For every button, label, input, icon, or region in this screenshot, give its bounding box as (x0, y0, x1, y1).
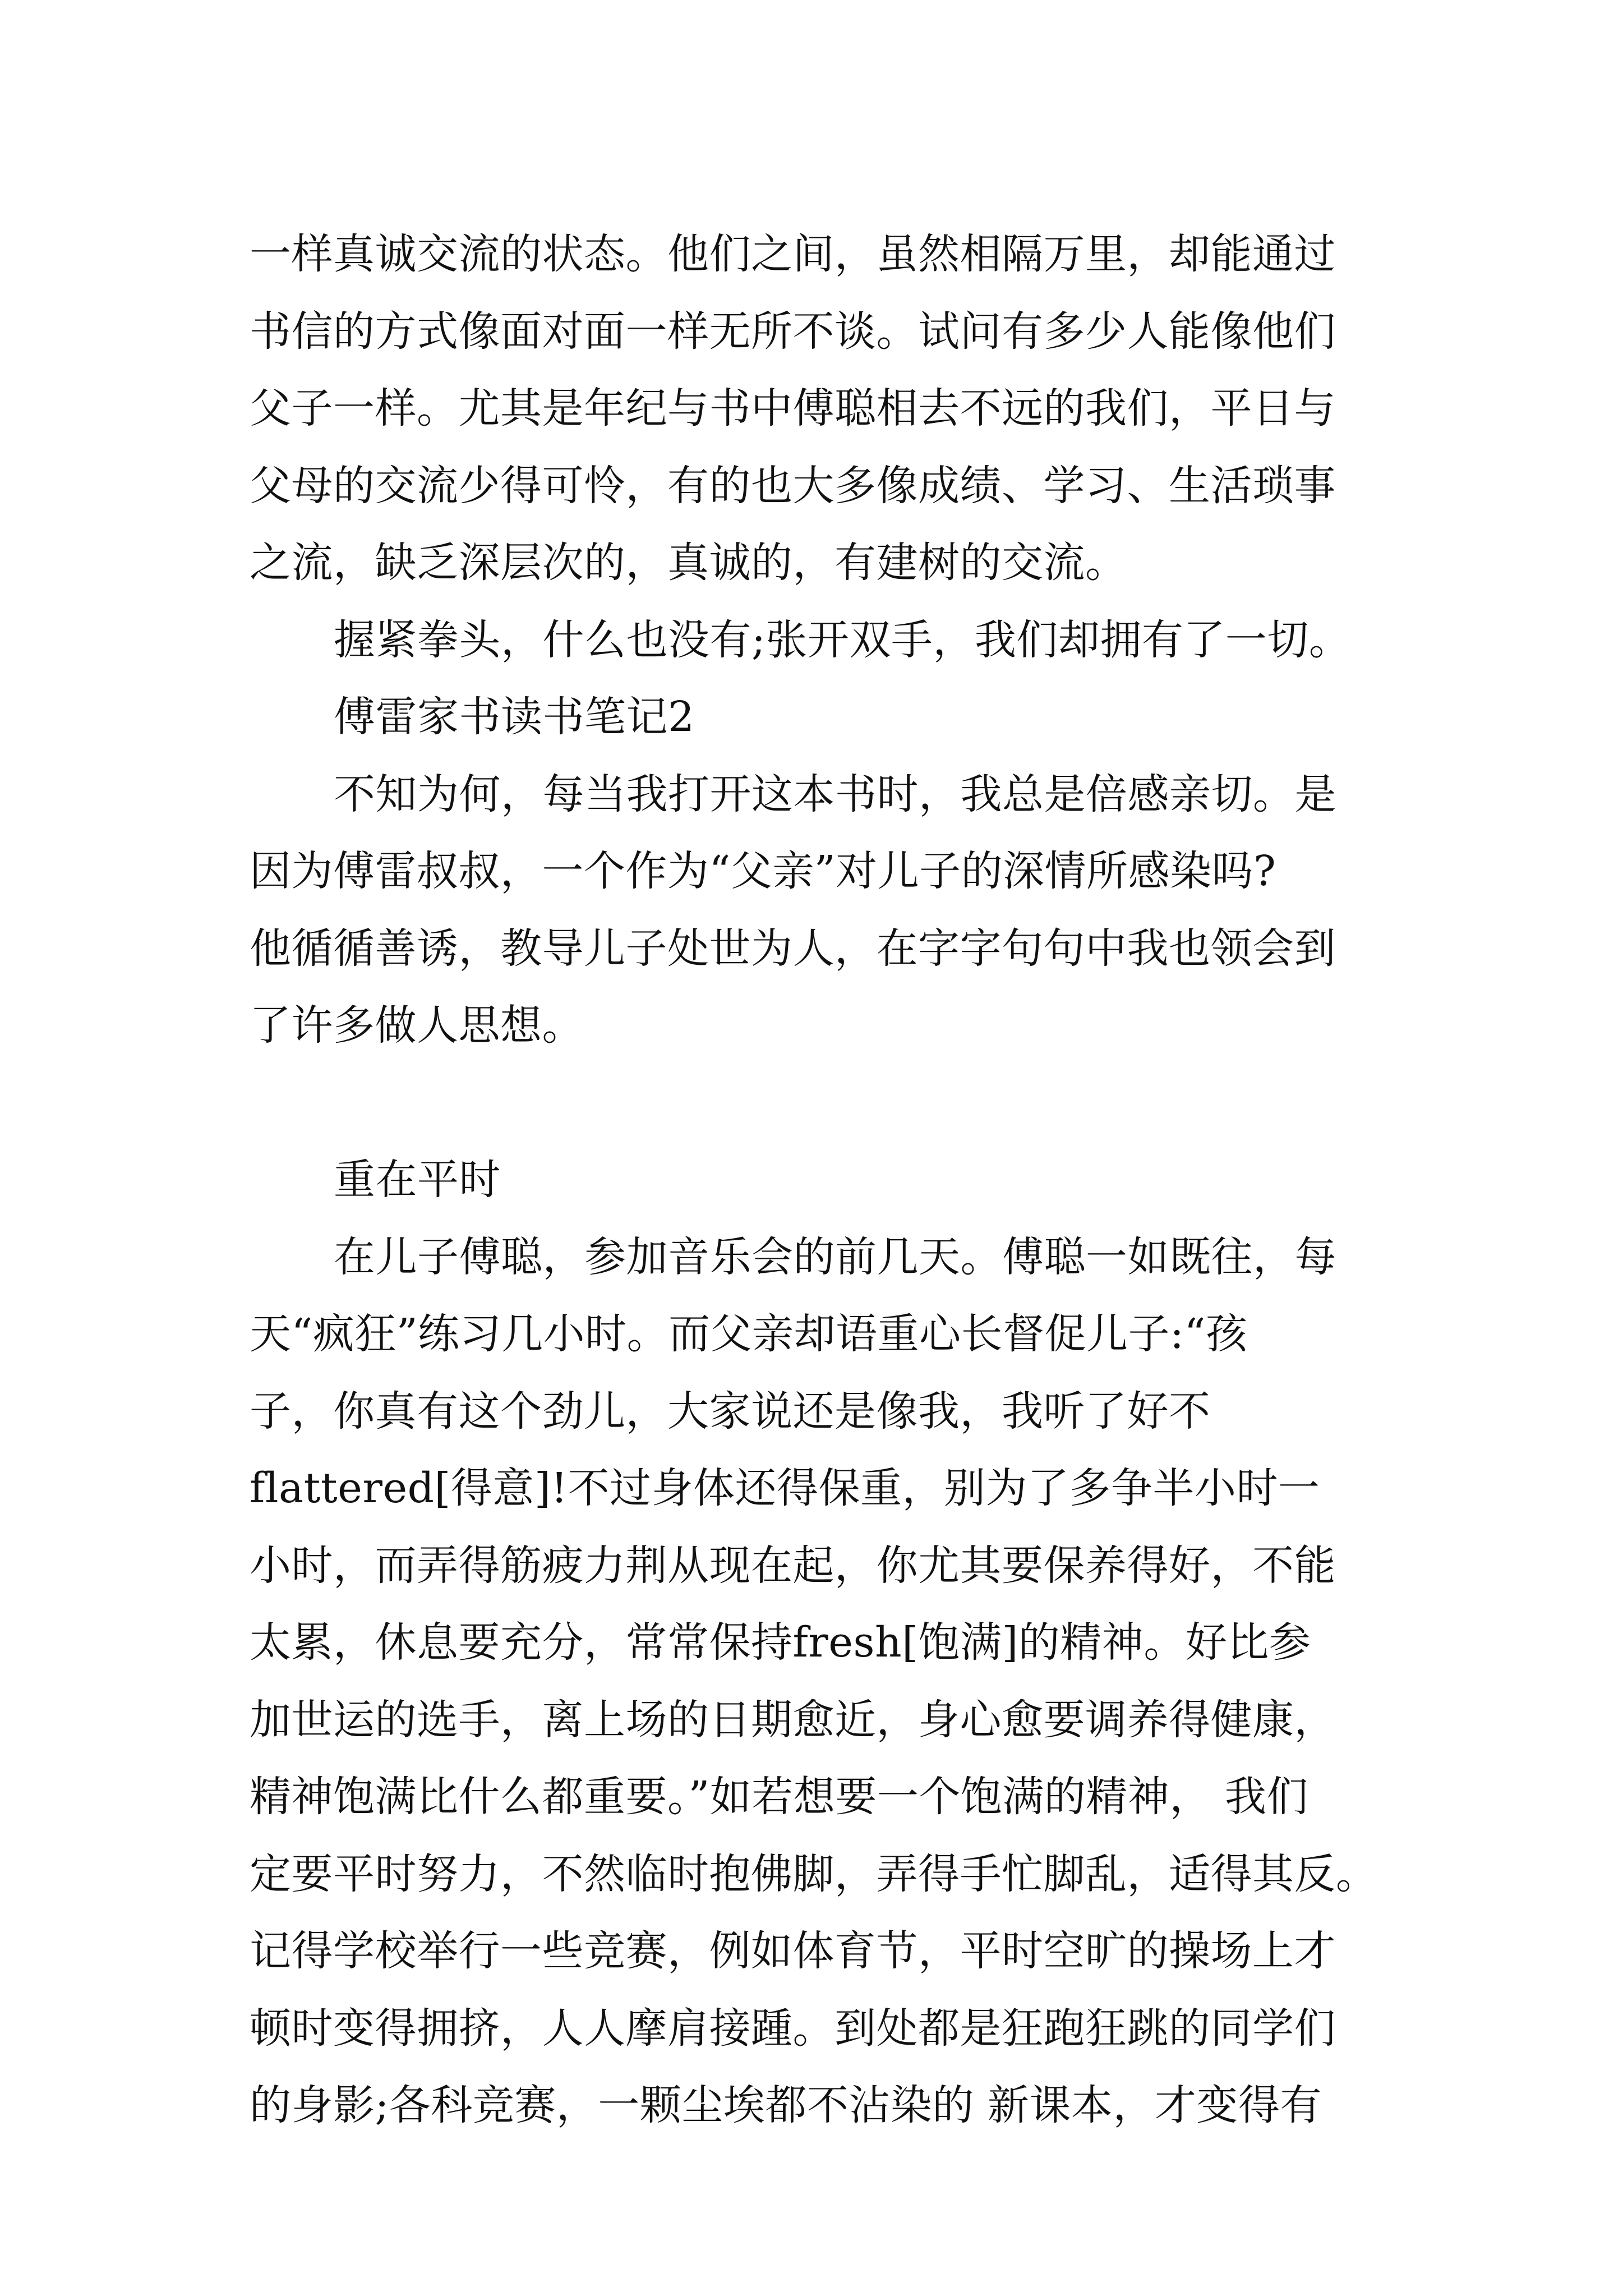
text-line-21: 精神饱满比什么都重要。”如若想要一个饱满的精神， 我们 (250, 1773, 1308, 1821)
text-line-23: 记得学校举行一些竞赛，例如体育节，平时空旷的操场上才 (250, 1927, 1336, 1975)
text-line-9: 因为傅雷叔叔，一个作为“父亲”对儿子的深情所感染吗? (250, 847, 1276, 895)
text-line-15: 天“疯狂”练习几小时。而父亲却语重心长督促儿子:“孩 (250, 1310, 1248, 1358)
blank-line (250, 1065, 1430, 1142)
text-line-11: 了许多做人思想。 (250, 1001, 584, 1050)
text-line-3: 父子一样。尤其是年纪与书中傅聪相去不远的我们，平日与 (250, 384, 1336, 432)
text-line-20: 加世运的选手，离上场的日期愈近，身心愈要调养得健康， (250, 1695, 1336, 1744)
text-line-14: 在儿子傅聪，参加音乐会的前几天。傅聪一如既往，每 (334, 1232, 1336, 1281)
body-text (250, 216, 1430, 2145)
section-heading: 傅雷家书读书笔记2 (334, 693, 695, 741)
text-line-8: 不知为何，每当我打开这本书时，我总是倍感亲切。是 (334, 770, 1336, 818)
text-line-4: 父母的交流少得可怜，有的也大多像成绩、学习、生活琐事 (250, 461, 1336, 510)
text-line-19: 太累，休息要充分，常常保持fresh[饱满]的精神。好比参 (250, 1618, 1311, 1667)
text-line-18: 小时，而弄得筋疲力荆从现在起，你尤其要保养得好，不能 (250, 1541, 1336, 1590)
text-line-10: 他循循善诱，教导儿子处世为人，在字字句句中我也领会到 (250, 924, 1336, 973)
text-line-22: 定要平时努力，不然临时抱佛脚，弄得手忙脚乱，适得其反。 (250, 1849, 1378, 1898)
text-line-6: 握紧拳头，什么也没有;张开双手，我们却拥有了一切。 (334, 615, 1351, 664)
text-line-2: 书信的方式像面对面一样无所不谈。试问有多少人能像他们 (250, 307, 1336, 356)
text-line-16: 子，你真有这个劲儿，大家说还是像我，我听了好不 (250, 1387, 1211, 1435)
text-line-17: flattered[得意]!不过身体还得保重，别为了多争半小时一 (250, 1464, 1320, 1512)
subheading: 重在平时 (334, 1156, 501, 1204)
text-line-1: 一样真诚交流的状态。他们之间，虽然相隔万里，却能通过 (250, 230, 1336, 278)
text-line-5: 之流，缺乏深层次的，真诚的，有建树的交流。 (250, 539, 1127, 587)
text-line-25: 的身影;各科竞赛，一颗尘埃都不沾染的 新课本，才变得有 (250, 2081, 1322, 2129)
text-line-24: 顿时变得拥挤，人人摩肩接踵。到处都是狂跑狂跳的同学们 (250, 2004, 1336, 2053)
